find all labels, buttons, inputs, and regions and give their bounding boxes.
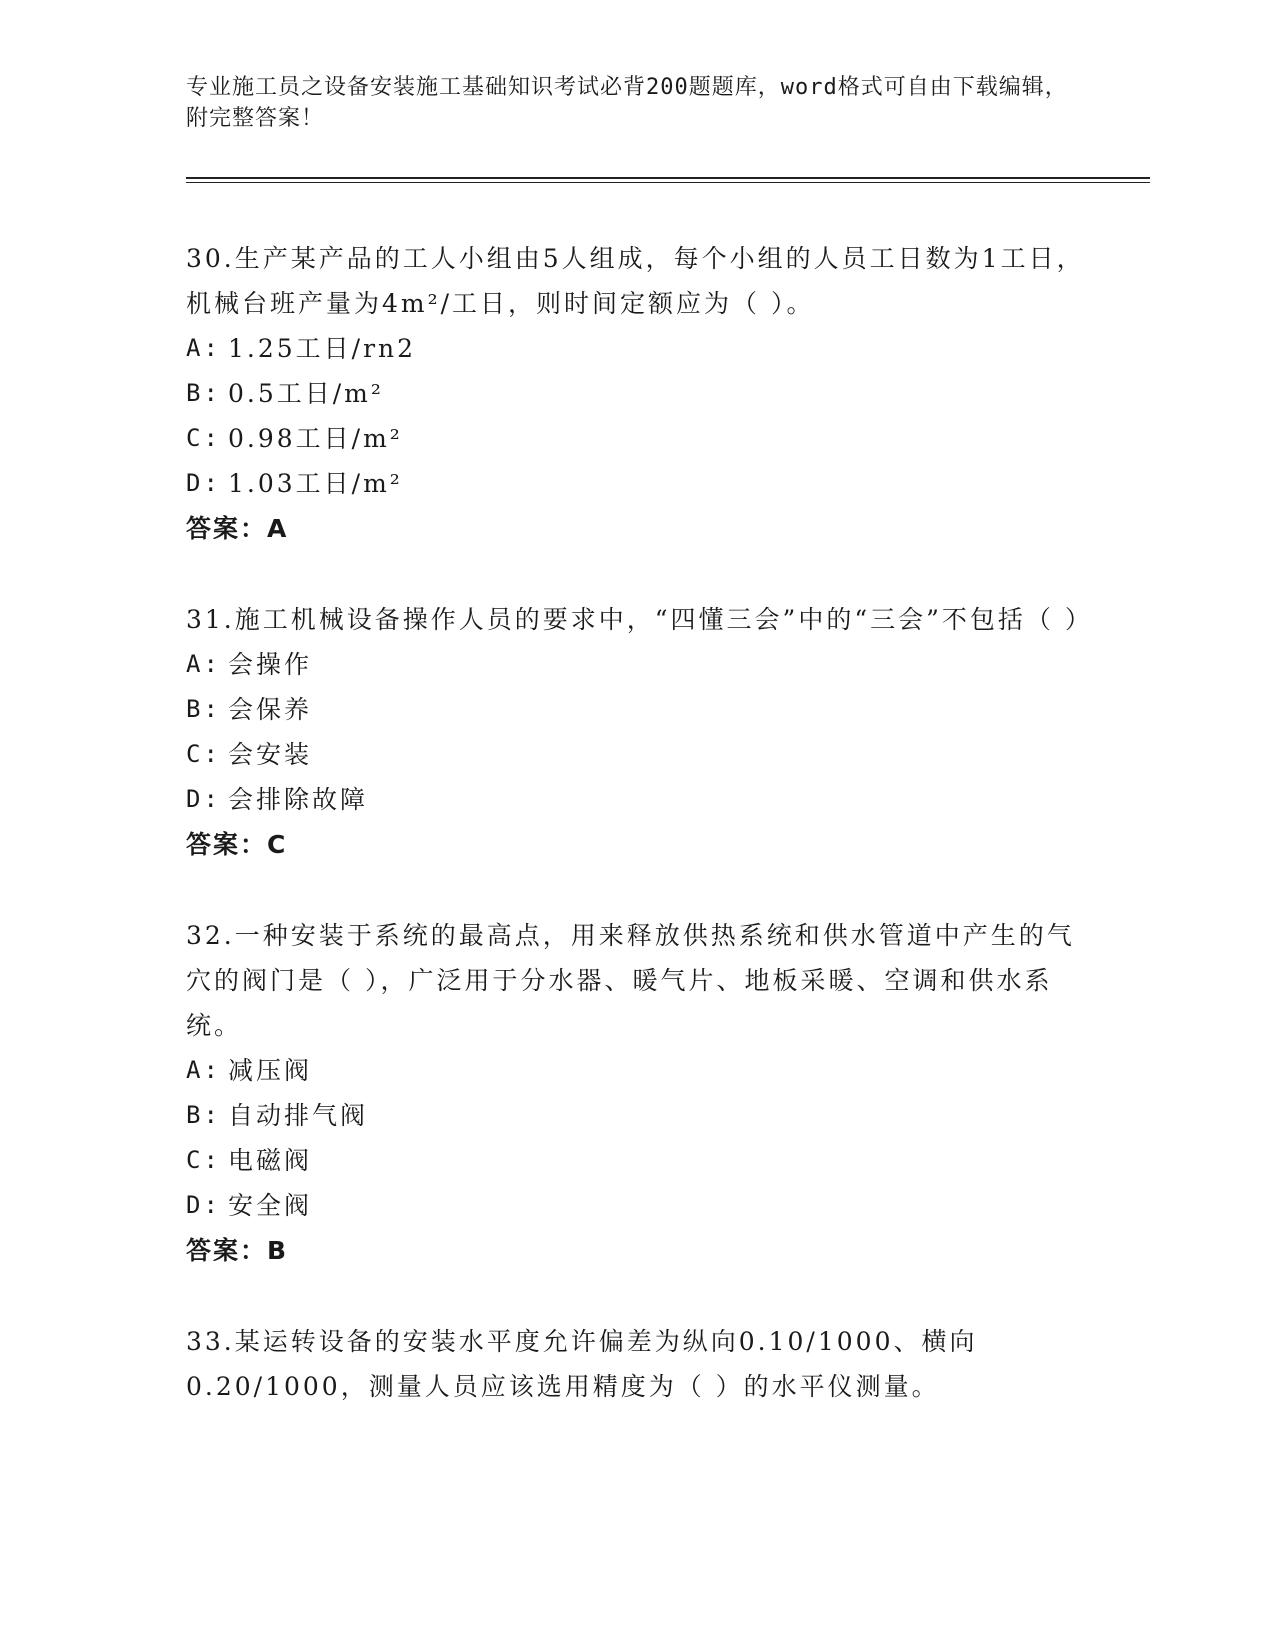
question-32 <box>186 913 1086 1273</box>
option-text: 电磁阀 <box>228 1146 313 1175</box>
document-header: 专业施工员之设备安装施工基础知识考试必背200题题库，word格式可自由下载编辑，附完整答案！ <box>186 75 1068 131</box>
question-list <box>186 236 1093 1455</box>
option-list <box>186 642 1086 822</box>
option-text: 会保养 <box>228 695 313 724</box>
option-key: A: <box>186 650 221 678</box>
option-c <box>186 416 1086 461</box>
option-text: 1.25工日/rn2 <box>228 334 417 363</box>
option-list <box>186 1048 1086 1228</box>
option-b <box>186 687 1086 732</box>
option-key: D: <box>186 1191 221 1219</box>
option-text: 1.03工日/m² <box>228 469 403 498</box>
option-key: C: <box>186 424 221 452</box>
option-text: 自动排气阀 <box>228 1101 369 1130</box>
option-key: D: <box>186 785 221 813</box>
option-text: 会操作 <box>228 650 313 679</box>
option-key: C: <box>186 1146 221 1174</box>
option-text: 0.5工日/m² <box>228 379 384 408</box>
option-b <box>186 1093 1086 1138</box>
question-33 <box>186 1319 1086 1409</box>
option-key: B: <box>186 695 221 723</box>
question-31 <box>186 597 1093 867</box>
option-a <box>186 1048 1086 1093</box>
answer-label: 答案：A <box>186 514 289 543</box>
answer-label: 答案：B <box>186 1236 289 1265</box>
option-d <box>186 461 1086 506</box>
option-key: B: <box>186 1101 221 1129</box>
option-key: B: <box>186 379 221 407</box>
option-c <box>186 732 1086 777</box>
answer-label: 答案：C <box>186 830 288 859</box>
option-list <box>186 326 1086 506</box>
question-text: 32.一种安装于系统的最高点，用来释放供热系统和供水管道中产生的气穴的阀门是（ ），广泛用于分水器、暖气片、地板采暖、空调和供水系统。 <box>186 921 1075 1040</box>
option-key: D: <box>186 469 221 497</box>
option-a <box>186 326 1086 371</box>
question-30 <box>186 236 1086 551</box>
question-text: 30.生产某产品的工人小组由5人组成，每个小组的人员工日数为1工日，机械台班产量为4m²/工日，则时间定额应为（ ）。 <box>186 244 1085 318</box>
option-text: 安全阀 <box>228 1191 313 1220</box>
option-text: 0.98工日/m² <box>228 424 403 453</box>
option-d <box>186 1183 1086 1228</box>
option-key: C: <box>186 740 221 768</box>
option-text: 会安装 <box>228 740 313 769</box>
question-text: 33.某运转设备的安装水平度允许偏差为纵向0.10/1000、横向0.20/1000，测量人员应该选用精度为（ ）的水平仪测量。 <box>186 1327 978 1401</box>
option-b <box>186 371 1086 416</box>
header-divider <box>186 177 1150 179</box>
option-c <box>186 1138 1086 1183</box>
option-text: 减压阀 <box>228 1056 313 1085</box>
option-key: A: <box>186 1056 221 1084</box>
option-text: 会排除故障 <box>228 785 369 814</box>
header-divider-secondary <box>186 182 1150 183</box>
option-d <box>186 777 1086 822</box>
option-key: A: <box>186 334 221 362</box>
option-a <box>186 642 1086 687</box>
question-text: 31.施工机械设备操作人员的要求中，“四懂三会”中的“三会”不包括（ ） <box>186 605 1093 634</box>
